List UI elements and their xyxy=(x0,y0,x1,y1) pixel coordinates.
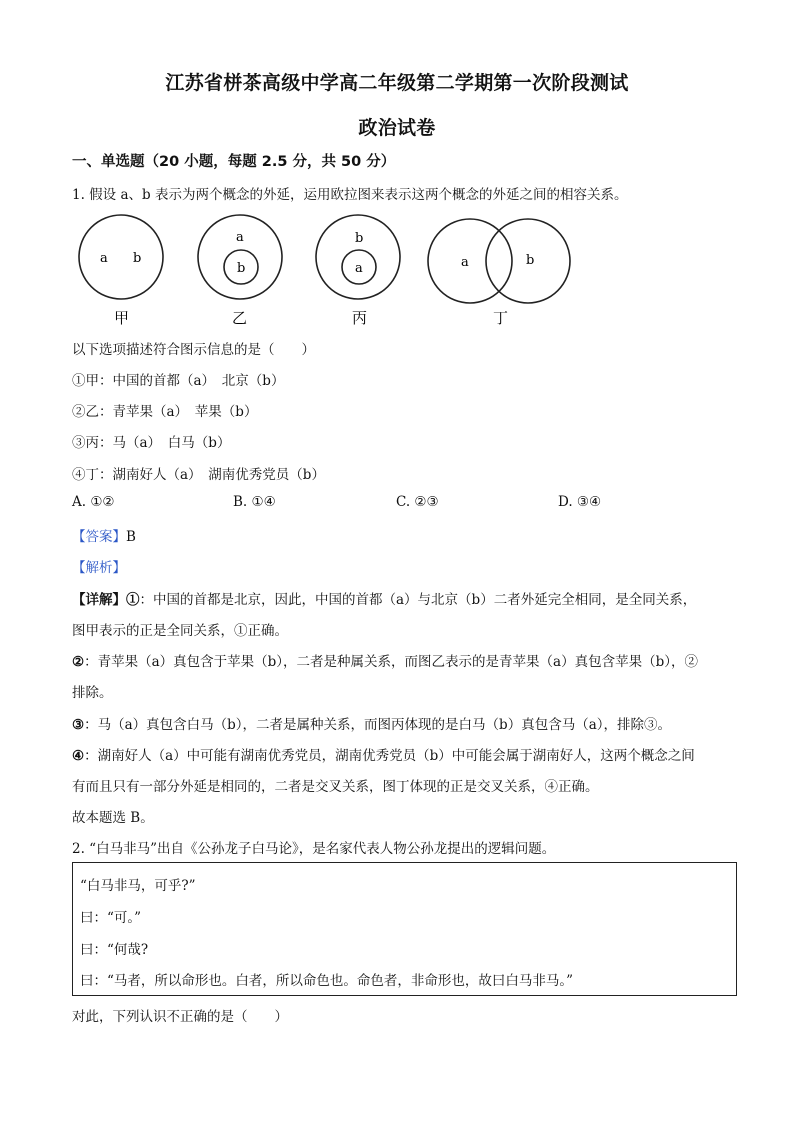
diagram-yi-b: b xyxy=(237,261,246,276)
diagram-bing-label: 丙 xyxy=(352,309,368,327)
detail-4-cont: 有而且只有一部分外延是相同的，二者是交叉关系，图丁体现的正是交叉关系，④正确。 xyxy=(72,779,599,795)
detail-1-num: ① xyxy=(126,592,140,608)
detail-line-4 xyxy=(72,744,695,764)
detail-2-cont: 排除。 xyxy=(72,685,113,701)
detail-3-num: ③ xyxy=(72,717,85,733)
quote-line-1: “白马非马，可乎?” xyxy=(80,878,196,894)
answer-line xyxy=(72,525,136,545)
page-title: 江苏省栟茶高级中学高二年级第二学期第一次阶段测试 xyxy=(165,72,629,94)
detail-4-text: ：湖南好人（a）中可能有湖南优秀党员，湖南优秀党员（b）中可能会属于湖南好人，这两个概念之间 xyxy=(84,748,695,764)
diagram-bing xyxy=(316,215,400,327)
detail-line-2 xyxy=(72,650,698,670)
question-1-item-1: ①甲：中国的首都（a） 北京（b） xyxy=(72,373,285,389)
question-2-prompt: 对此，下列认识不正确的是（ ） xyxy=(72,1009,288,1025)
answer-tag: 【答案】 xyxy=(72,529,126,545)
section-heading: 一、单选题（20 小题，每题 2.5 分，共 50 分） xyxy=(72,154,396,170)
diagram-jia-label: 甲 xyxy=(114,309,130,327)
diagram-ding-a: a xyxy=(461,255,469,270)
diagram-jia-a: a xyxy=(100,251,108,266)
diagram-ding xyxy=(428,219,570,327)
detail-tag: 【详解】 xyxy=(72,592,126,608)
detail-line-3 xyxy=(72,713,671,733)
question-2-stem: 2. “白马非马”出自《公孙龙子白马论》，是名家代表人物公孙龙提出的逻辑问题。 xyxy=(72,841,556,857)
detail-2-text: ：青苹果（a）真包含于苹果（b），二者是种属关系，而图乙表示的是青苹果（a）真包含苹果（b），② xyxy=(84,654,698,670)
option-a: A. ①② xyxy=(72,494,115,510)
detail-1-cont: 图甲表示的正是全同关系，①正确。 xyxy=(72,623,288,639)
euler-diagrams xyxy=(60,208,580,338)
question-1-item-3: ③丙：马（a） 白马（b） xyxy=(72,435,231,451)
diagram-yi-a: a xyxy=(236,230,244,245)
detail-2-num: ② xyxy=(72,654,85,670)
diagram-jia-b: b xyxy=(133,251,142,266)
diagram-bing-a: a xyxy=(355,261,363,276)
detail-1-text: ：中国的首都是北京，因此，中国的首都（a）与北京（b）二者外延完全相同，是全同关系， xyxy=(139,592,697,608)
option-c: C. ②③ xyxy=(396,494,439,510)
quote-line-4: 曰：“马者，所以命形也。白者，所以命色也。命色者，非命形也，故曰白马非马。” xyxy=(80,973,574,989)
answer-value: B xyxy=(126,529,136,545)
question-1-item-2: ②乙：青苹果（a） 苹果（b） xyxy=(72,404,258,420)
quote-line-3: 曰：“何哉? xyxy=(80,942,149,958)
detail-3-text: ：马（a）真包含白马（b），二者是属种关系，而图丙体现的是白马（b）真包含马（a），排除③。 xyxy=(84,717,671,733)
question-1-prompt: 以下选项描述符合图示信息的是（ ） xyxy=(72,342,315,358)
diagram-ding-b: b xyxy=(526,253,535,268)
diagram-yi xyxy=(198,215,282,327)
conclusion: 故本题选 B。 xyxy=(72,810,154,826)
detail-line-1 xyxy=(72,588,696,608)
option-b: B. ①④ xyxy=(233,494,276,510)
option-d: D. ③④ xyxy=(558,494,602,510)
diagram-ding-label: 丁 xyxy=(493,309,509,327)
question-1-stem: 1. 假设 a、b 表示为两个概念的外延，运用欧拉图来表示这两个概念的外延之间的相容关系。 xyxy=(72,187,628,203)
diagram-yi-label: 乙 xyxy=(232,309,248,327)
page-subtitle: 政治试卷 xyxy=(358,117,436,139)
question-1-item-4: ④丁：湖南好人（a） 湖南优秀党员（b） xyxy=(72,467,325,483)
analysis-tag: 【解析】 xyxy=(72,560,126,576)
quote-line-2: 曰：“可。” xyxy=(80,910,142,926)
diagram-bing-b: b xyxy=(355,231,364,246)
diagram-jia xyxy=(79,215,163,327)
detail-4-num: ④ xyxy=(72,748,85,764)
